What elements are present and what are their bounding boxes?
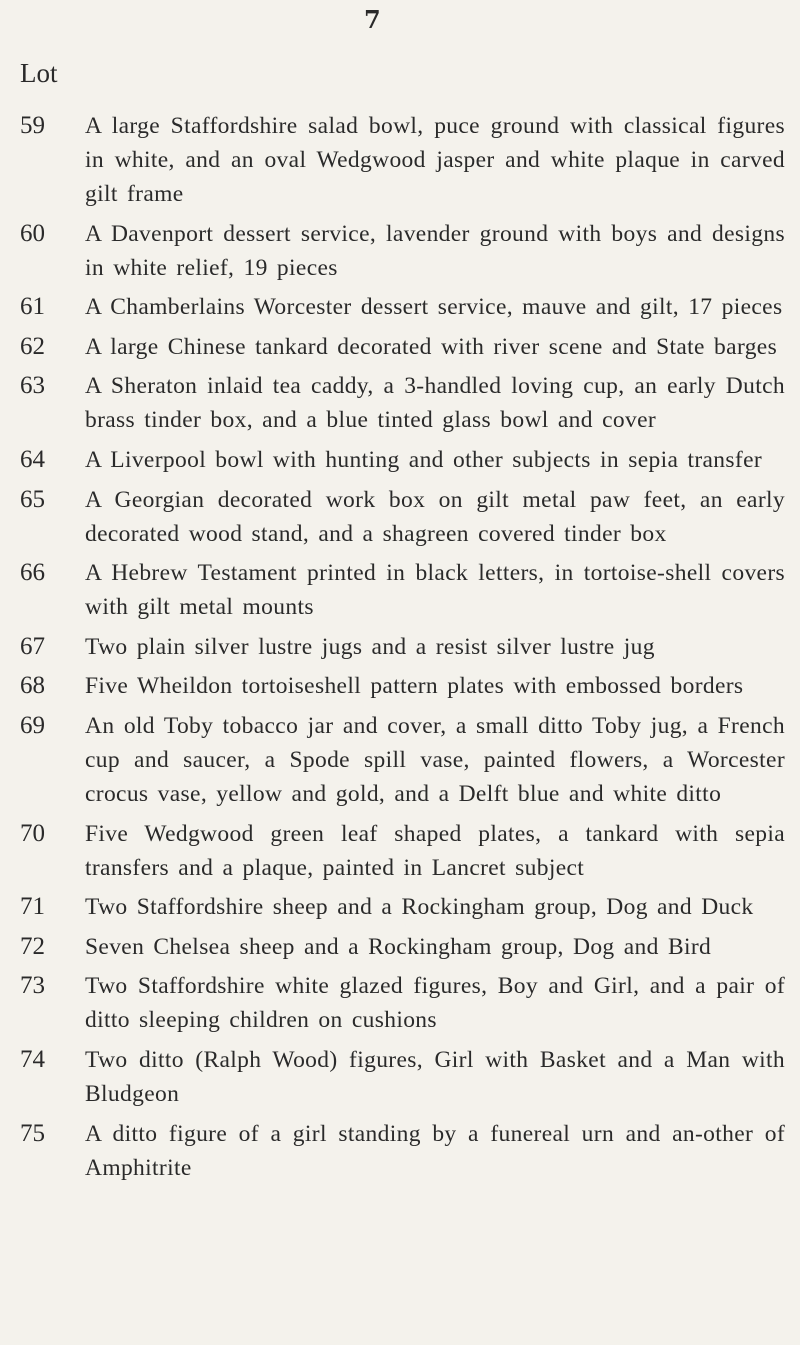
lot-number: 63 — [20, 372, 45, 400]
lot-number: 71 — [20, 893, 45, 921]
lot-description: Two Staffordshire white glazed figures, Boy and Girl, and a pair of ditto sleeping children on cushions — [85, 973, 785, 1034]
lot-entry — [20, 556, 785, 624]
lot-entry — [20, 369, 785, 437]
lot-description: A Chamberlains Worcester dessert service, mauve and gilt, 17 pieces — [85, 294, 783, 321]
lot-number: 64 — [20, 445, 45, 473]
page-number: 7 — [364, 5, 381, 34]
lot-description: A Hebrew Testament printed in black letters, in tortoise-shell covers with gilt metal mounts — [85, 560, 785, 621]
lot-description: A Davenport dessert service, lavender ground with boys and designs in white relief, 19 pieces — [85, 220, 785, 281]
lot-number: 66 — [20, 559, 45, 587]
lot-number: 74 — [20, 1045, 45, 1073]
lot-description: An old Toby tobacco jar and cover, a small ditto Toby jug, a French cup and saucer, a Spode spill vase, painted flowers, a Worcester crocus vase, yellow and gold, and a Delft blue and white ditto — [85, 712, 785, 807]
lot-entry — [20, 109, 785, 211]
lot-description: A large Staffordshire salad bowl, puce ground with classical figures in white, and an oval Wedgwood jasper and white plaque in carved gilt frame — [85, 113, 785, 207]
lot-description: A large Chinese tankard decorated with river scene and State barges — [85, 333, 778, 360]
lot-description: Five Wheildon tortoiseshell pattern plates with embossed borders — [85, 673, 744, 700]
lot-entry — [20, 669, 785, 703]
lot-description: A Liverpool bowl with hunting and other subjects in sepia transfer — [85, 446, 763, 473]
lot-entry — [20, 817, 785, 885]
lot-entry — [20, 483, 785, 551]
lot-column-header: Lot — [20, 58, 58, 88]
lot-description: Five Wedgwood green leaf shaped plates, a tankard with sepia transfers and a plaque, painted in Lancret subject — [85, 820, 785, 881]
lot-number: 73 — [20, 972, 45, 1000]
lot-number: 68 — [20, 672, 45, 700]
lot-entry — [20, 890, 785, 924]
lot-description: Seven Chelsea sheep and a Rockingham group, Dog and Bird — [85, 933, 712, 960]
lot-description: A Sheraton inlaid tea caddy, a 3-handled loving cup, an early Dutch brass tinder box, and a blue tinted glass bowl and cover — [85, 373, 785, 434]
lot-entry — [20, 1043, 785, 1111]
lot-description: A Georgian decorated work box on gilt metal paw feet, an early decorated wood stand, and a shagreen covered tinder box — [85, 486, 785, 547]
lot-description: Two Staffordshire sheep and a Rockingham group, Dog and Duck — [85, 894, 754, 921]
lot-entry — [20, 969, 785, 1037]
lot-entry — [20, 443, 785, 477]
lot-description: Two plain silver lustre jugs and a resist silver lustre jug — [85, 633, 655, 660]
lot-number: 59 — [20, 112, 45, 139]
lot-number: 65 — [20, 485, 45, 513]
lot-description: Two ditto (Ralph Wood) figures, Girl with Basket and a Man with Bludgeon — [85, 1046, 785, 1107]
lot-description: A ditto figure of a girl standing by a funereal urn and an-other of Amphitrite — [85, 1120, 785, 1181]
lot-entry — [20, 330, 785, 364]
lot-number: 69 — [20, 711, 45, 739]
lot-entry — [20, 217, 785, 285]
lot-entry — [20, 709, 785, 811]
lot-entry — [20, 630, 785, 664]
lot-entry — [20, 1117, 785, 1185]
lot-entry — [20, 930, 785, 964]
lot-number: 70 — [20, 819, 45, 847]
lot-number: 60 — [20, 219, 45, 247]
lot-number: 72 — [20, 932, 45, 960]
lot-list — [20, 109, 785, 1190]
lot-number: 75 — [20, 1119, 45, 1147]
lot-number: 67 — [20, 632, 45, 660]
lot-entry — [20, 290, 785, 324]
lot-number: 61 — [20, 293, 45, 321]
lot-number: 62 — [20, 332, 45, 360]
